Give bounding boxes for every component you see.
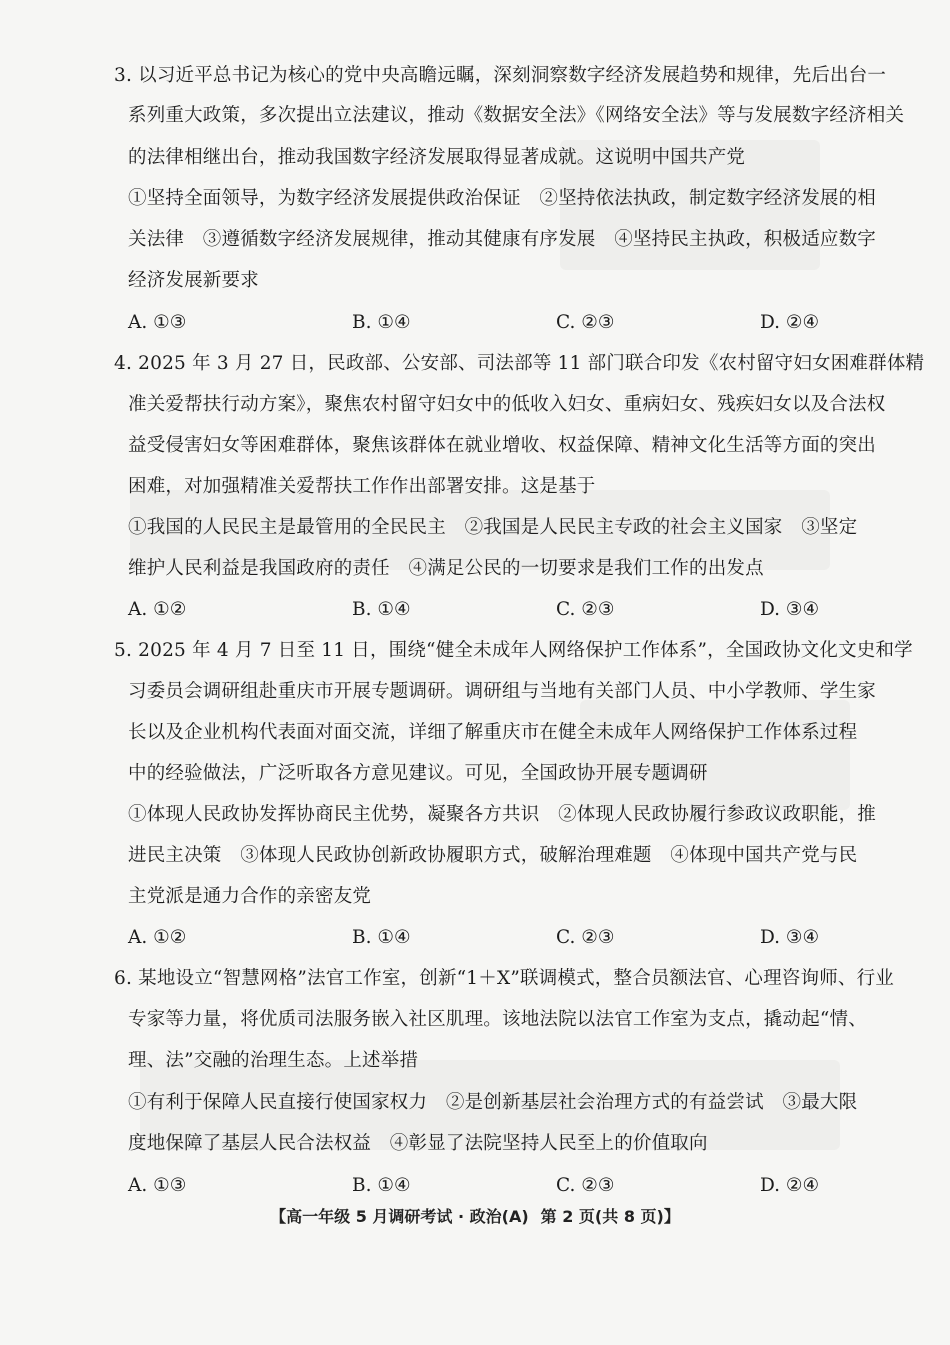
option-d[interactable]: D. ③④	[760, 927, 820, 948]
statement-line: 度地保障了基层人民合法权益 ④彰显了法院坚持人民至上的价值取向	[128, 1133, 708, 1154]
option-b[interactable]: B. ①④	[352, 927, 411, 948]
statement-line: 维护人民利益是我国政府的责任 ④满足公民的一切要求是我们工作的出发点	[128, 558, 764, 579]
question-text-line: 3. 以习近平总书记为核心的党中央高瞻远瞩，深刻洞察数字经济发展趋势和规律，先后出台一	[114, 65, 887, 86]
question-text-line: 6. 某地设立“智慧网格”法官工作室，创新“1＋X”联调模式，整合员额法官、心理咨询师、行业	[114, 968, 895, 989]
statement-line: 经济发展新要求	[128, 270, 259, 291]
option-c[interactable]: C. ②③	[556, 599, 615, 620]
option-b[interactable]: B. ①④	[352, 1175, 411, 1196]
option-a[interactable]: A. ①②	[128, 599, 187, 620]
question-text-line: 准关爱帮扶行动方案》，聚焦农村留守妇女中的低收入妇女、重病妇女、残疾妇女以及合法权	[128, 394, 886, 415]
statement-line: ①坚持全面领导，为数字经济发展提供政治保证 ②坚持依法执政，制定数字经济发展的相	[128, 188, 877, 209]
question-text-line: 益受侵害妇女等困难群体，聚焦该群体在就业增收、权益保障、精神文化生活等方面的突出	[128, 435, 877, 456]
option-a[interactable]: A. ①③	[128, 312, 187, 333]
show-through-shading	[580, 700, 850, 810]
statement-line: ①我国的人民民主是最管用的全民民主 ②我国是人民民主专政的社会主义国家 ③坚定	[128, 517, 858, 538]
option-c[interactable]: C. ②③	[556, 1175, 615, 1196]
question-text-line: 4. 2025 年 3 月 27 日，民政部、公安部、司法部等 11 部门联合印发《农村留守妇女困难群体精	[114, 353, 925, 374]
question-text-line: 5. 2025 年 4 月 7 日至 11 日，围绕“健全未成年人网络保护工作体系”，全国政协文化文史和学	[114, 640, 913, 661]
question-text-line: 困难，对加强精准关爱帮扶工作作出部署安排。这是基于	[128, 476, 596, 497]
statement-line: ①体现人民政协发挥协商民主优势，凝聚各方共识 ②体现人民政协履行参政议政职能，推	[128, 804, 877, 825]
question-text-line: 理、法”交融的治理生态。上述举措	[128, 1050, 419, 1071]
statement-line: 关法律 ③遵循数字经济发展规律，推动其健康有序发展 ④坚持民主执政，积极适应数字	[128, 229, 877, 250]
option-c[interactable]: C. ②③	[556, 927, 615, 948]
statement-line: 进民主决策 ③体现人民政协创新政协履职方式，破解治理难题 ④体现中国共产党与民	[128, 845, 858, 866]
question-text-line: 系列重大政策，多次提出立法建议，推动《数据安全法》《网络安全法》等与发展数字经济相关	[128, 105, 905, 126]
question-text-line: 长以及企业机构代表面对面交流，详细了解重庆市在健全未成年人网络保护工作体系过程	[128, 722, 858, 743]
option-d[interactable]: D. ②④	[760, 312, 820, 333]
exam-title: 【高一年级 5 月调研考试 · 政治(A)	[270, 1207, 529, 1226]
option-d[interactable]: D. ③④	[760, 599, 820, 620]
question-text-line: 习委员会调研组赴重庆市开展专题调研。调研组与当地有关部门人员、中小学教师、学生家	[128, 681, 877, 702]
page-number: 第 2 页(共 8 页)】	[540, 1207, 680, 1226]
option-a[interactable]: A. ①③	[128, 1175, 187, 1196]
option-b[interactable]: B. ①④	[352, 599, 411, 620]
question-text-line: 专家等力量，将优质司法服务嵌入社区肌理。该地法院以法官工作室为支点，撬动起“情、	[128, 1009, 867, 1030]
option-d[interactable]: D. ②④	[760, 1175, 820, 1196]
statement-line: 主党派是通力合作的亲密友党	[128, 886, 372, 907]
option-a[interactable]: A. ①②	[128, 927, 187, 948]
option-b[interactable]: B. ①④	[352, 312, 411, 333]
question-text-line: 中的经验做法，广泛听取各方意见建议。可见，全国政协开展专题调研	[128, 763, 708, 784]
question-text-line: 的法律相继出台，推动我国数字经济发展取得显著成就。这说明中国共产党	[128, 147, 746, 168]
option-c[interactable]: C. ②③	[556, 312, 615, 333]
statement-line: ①有利于保障人民直接行使国家权力 ②是创新基层社会治理方式的有益尝试 ③最大限	[128, 1092, 858, 1113]
page-footer	[0, 1206, 950, 1228]
